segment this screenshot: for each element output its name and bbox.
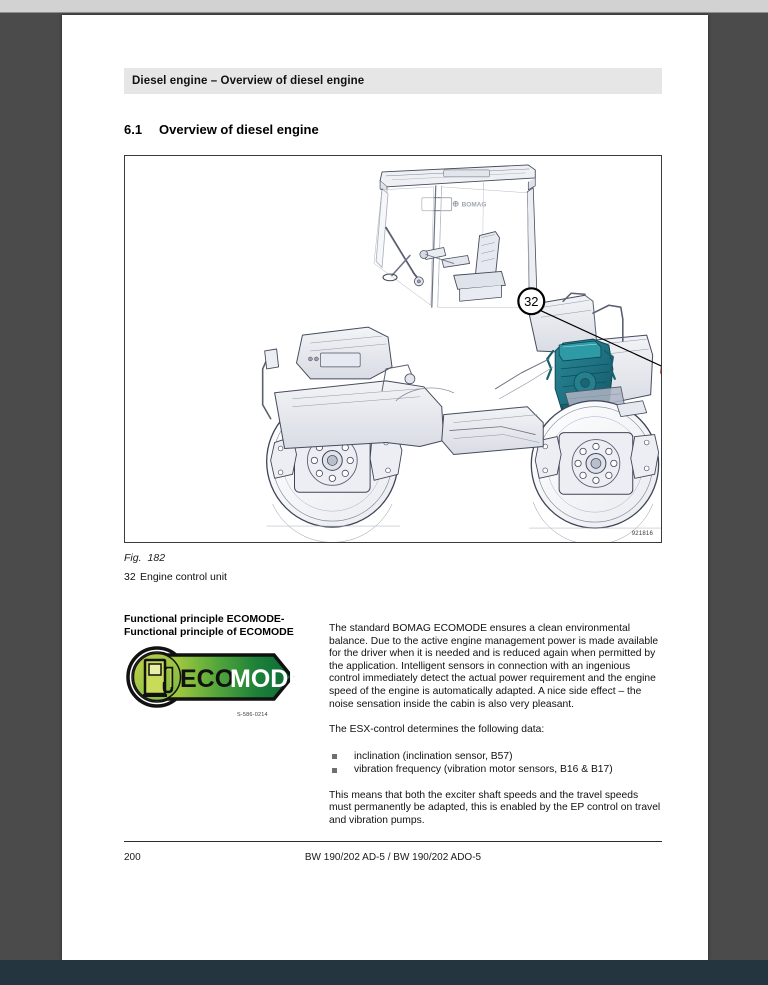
viewer-bottom-bar (0, 960, 768, 985)
ecomode-logo-container (124, 646, 324, 718)
figure-caption-label: Fig. (124, 552, 142, 564)
figure-caption-number: 182 (147, 552, 166, 564)
ecomode-text-eco: ECO (180, 665, 235, 693)
svg-text:BOMAG: BOMAG (461, 201, 487, 209)
page-number: 200 (124, 852, 141, 863)
margin-heading-line-1: Functional principle ECOMODE- (124, 613, 285, 625)
page-title (124, 122, 662, 137)
page-content (124, 68, 662, 843)
figure-legend-item (124, 571, 662, 583)
footer-model-text: BW 190/202 AD-5 / BW 190/202 ADO-5 (304, 852, 482, 863)
figure-legend-text: Engine control unit (140, 571, 227, 583)
ecomode-section (124, 613, 662, 843)
page-footer (124, 841, 662, 866)
callout-number-text: 32 (524, 294, 539, 310)
figure-caption (124, 552, 662, 564)
viewer-top-bar (0, 0, 768, 13)
list-item-label: inclination (inclination sensor, B57) (354, 750, 513, 762)
list-item-label: vibration frequency (vibration motor sensors, B16 & B17) (354, 764, 613, 776)
margin-heading-line-2: Functional principle of ECOMODE (124, 625, 294, 638)
figure-image-id: 921816 (631, 531, 653, 537)
body-text-column (329, 613, 662, 828)
list-item (329, 750, 662, 764)
document-page (62, 15, 708, 960)
section-title: Overview of diesel engine (159, 122, 319, 137)
list-item (329, 763, 662, 777)
paragraph-ecomode-description: The standard BOMAG ECOMODE ensures a clean environmental balance. Due to the active engine management power is made available for the driver when it is needed and is reduced again when permitted by the application. Intelligent sensors in connection with an ingenious control immediately detect the actual power requirement and the engine speed of the engine is automatically adapted. A nice side effect – the noise sensation inside the cabin is also very pleasant. (329, 623, 659, 710)
footer-divider (124, 841, 662, 842)
ecomode-text-mode: MODE (230, 665, 305, 693)
figure-legend-number: 32 (124, 571, 136, 583)
bullet-square-icon (332, 768, 337, 773)
section-number: 6.1 (124, 122, 143, 137)
esx-data-list (329, 750, 662, 777)
margin-heading (124, 613, 319, 638)
paragraph-exciter-speeds: This means that both the exciter shaft speeds and the travel speeds must permanently be adapted, this is enabled by the EP control on travel and vibration pumps. (329, 789, 661, 826)
roller-machine-drawing (125, 156, 661, 542)
running-header: Diesel engine – Overview of diesel engine (124, 68, 662, 94)
ecomode-logo (124, 646, 309, 711)
footer-row (124, 852, 662, 866)
figure-image (124, 155, 662, 543)
paragraph-esx-intro: The ESX-control determines the following data: (329, 724, 545, 736)
ecomode-logo-code: S-586-0214 (237, 712, 268, 718)
bullet-square-icon (332, 754, 337, 759)
